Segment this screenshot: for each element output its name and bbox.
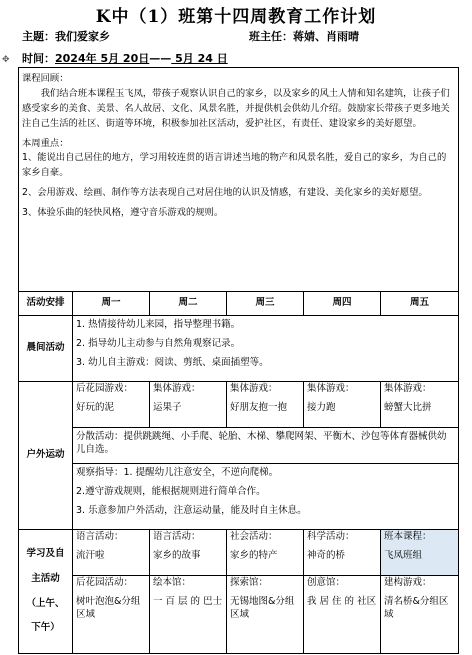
activity-type: 后花园活动：	[76, 577, 134, 588]
activity-type: 科学活动：	[307, 531, 355, 542]
learning-label-line: 下午）	[31, 622, 60, 634]
activity-name: 我 居 住 的 社区	[307, 595, 377, 607]
activity-type: 社会活动：	[230, 531, 278, 542]
activity-name: 神奇的桥	[307, 549, 346, 561]
activity-type: 班本课程：	[384, 531, 432, 542]
header-day: 周一	[73, 292, 150, 316]
activity-name: 家乡的故事	[153, 549, 201, 561]
activity-type: 探索馆：	[230, 577, 269, 588]
focus-label: 本周重点：	[22, 137, 69, 149]
header-day: 周二	[150, 292, 227, 316]
learning-label-line: （上午、	[26, 597, 65, 609]
guidance-item: 2.遵守游戏规则，能根据规则进行简单合作。	[76, 485, 266, 497]
activity-name: 无锡地图&分组区域	[230, 595, 295, 620]
learning-am-cell	[150, 530, 227, 576]
focus-point: 2、会用游戏、绘画、制作等方法表现自己对居住地的认识及情感，有建设、美化家乡的美好愿望。	[22, 187, 428, 199]
theme-label: 主题：我们爱家乡	[22, 30, 110, 43]
time-sep: ——	[149, 52, 172, 65]
activity-name: 飞凤班组	[384, 549, 423, 561]
learning-pm-cell	[381, 576, 459, 654]
activity-name: 清名桥&分组区域	[384, 595, 449, 620]
game-name: 好朋友抱一抱	[230, 401, 288, 413]
page-title: K中（1）班第十四周教育工作计划	[95, 7, 377, 27]
review-label: 课程回顾：	[22, 73, 69, 84]
outdoor-game-cell	[150, 382, 227, 428]
header-activity: 活动安排	[19, 292, 73, 316]
game-name: 螃蟹大比拼	[384, 401, 432, 413]
focus-point: 1、能说出自己居住的地方，学习用较连贯的语言讲述当地的物产和风景名胜，爱自己的家乡，为自己的家乡自豪。	[22, 152, 447, 179]
outdoor-zones-cell: 分散活动：提供跳跳绳、小手爬、轮胎、木梯、攀爬网架、平衡木、沙包等体育器械供幼儿自选。	[73, 428, 459, 464]
header-day: 周五	[381, 292, 459, 316]
outdoor-label: 户外运动	[19, 382, 73, 530]
activity-type: 语言活动：	[76, 531, 124, 542]
learning-label-line: 学习及自	[26, 548, 65, 560]
activity-name: 一 百 层 的 巴士	[153, 595, 223, 607]
learning-label-line: 主活动	[31, 572, 60, 584]
learning-am-cell	[73, 530, 150, 576]
game-type: 集体游戏：	[384, 383, 432, 394]
time-end: 5月 24 日	[171, 52, 228, 65]
teacher-label: 班主任：蒋婧、肖雨晴	[249, 30, 359, 43]
activity-name: 家乡的特产	[230, 549, 278, 561]
activity-type: 创意馆：	[307, 577, 346, 588]
game-type: 集体游戏：	[230, 383, 278, 394]
morning-label: 晨间活动	[19, 316, 73, 382]
game-name: 好玩的泥	[76, 401, 115, 413]
activity-name: 流汗啦	[76, 549, 105, 561]
time-start: 2024年 5月 20日	[55, 52, 150, 65]
morning-item: 3. 幼儿自主游戏：阅读、剪纸、桌面插塑等。	[76, 356, 269, 368]
learning-pm-cell	[150, 576, 227, 654]
guidance-item: 观察指导：1. 提醒幼儿注意安全，不逆向爬梯。	[76, 467, 279, 478]
learning-am-cell	[304, 530, 381, 576]
morning-item: 2. 指导幼儿主动参与自然角观察记录。	[76, 337, 241, 349]
morning-item: 1. 热情接待幼儿来园，指导整理书籍。	[76, 319, 241, 330]
learning-am-cell	[227, 530, 304, 576]
game-name: 运果子	[153, 401, 182, 413]
activity-type: 语言活动：	[153, 531, 201, 542]
learning-pm-cell	[227, 576, 304, 654]
learning-pm-cell	[73, 576, 150, 654]
outdoor-guidance-cell	[73, 464, 459, 530]
outdoor-game-cell	[73, 382, 150, 428]
game-type: 集体游戏：	[153, 383, 201, 394]
activity-type: 绘本馆：	[153, 577, 192, 588]
learning-am-cell-selected[interactable]	[381, 530, 459, 576]
outdoor-game-cell	[304, 382, 381, 428]
table-move-handle-icon[interactable]: ✥	[2, 55, 10, 65]
outdoor-game-cell	[381, 382, 459, 428]
game-name: 接力跑	[307, 401, 336, 413]
intro-cell	[19, 68, 459, 292]
time-prefix: 时间：	[22, 52, 55, 65]
focus-point: 3、体验乐曲的轻快风格，遵守音乐游戏的规则。	[22, 207, 224, 218]
game-type: 集体游戏：	[307, 383, 355, 394]
morning-cell	[73, 316, 459, 382]
activity-name: 树叶泡泡&分组区域	[76, 595, 141, 620]
learning-pm-cell	[304, 576, 381, 654]
header-day: 周四	[304, 292, 381, 316]
activity-type: 建构游戏：	[384, 577, 432, 588]
guidance-item: 3. 乐意参加户外活动，注意运动量，能及时自主休息。	[76, 504, 307, 516]
review-text: 我们结合班本课程玉飞凤，带孩子观察认识自己的家乡，以及家乡的风土人情和知名建筑，让孩子们感受家乡的美食、美景、名人故居、文化、风景名胜，并提供机会供幼儿介绍。鼓励家长带孩子更多地关注自己生活的社区、街道等环境，积极参加社区活动，爱护社区，有责任、建设家乡的美好愿望。	[22, 87, 450, 129]
learning-label	[19, 530, 73, 654]
time-label	[22, 50, 228, 66]
plan-table	[18, 67, 459, 654]
outdoor-game-cell	[227, 382, 304, 428]
header-day: 周三	[227, 292, 304, 316]
game-type: 后花园游戏：	[76, 383, 134, 394]
